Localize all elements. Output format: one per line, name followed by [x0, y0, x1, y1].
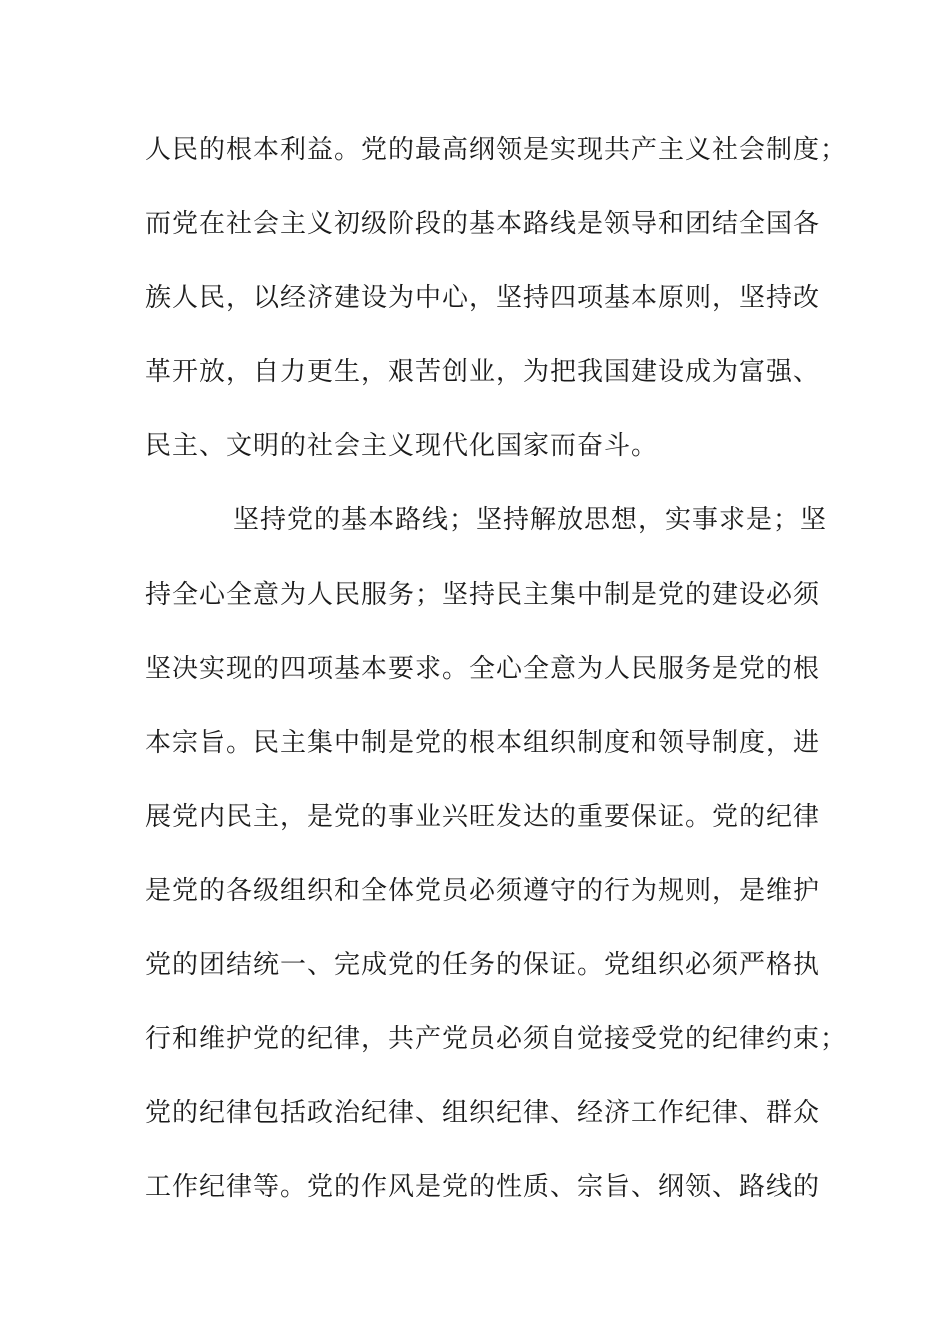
paragraph-first-line: 坚持党的基本路线；坚持解放思想，实事求是；坚 — [233, 505, 828, 536]
text-line: 革开放，自力更生，艰苦创业，为把我国建设成为富强、 — [145, 357, 821, 388]
text-line: 而党在社会主义初级阶段的基本路线是领导和团结全国各 — [145, 209, 821, 240]
text-line: 民主、文明的社会主义现代化国家而奋斗。 — [145, 431, 659, 462]
text-line: 坚决实现的四项基本要求。全心全意为人民服务是党的根 — [145, 653, 821, 684]
text-line: 党的纪律包括政治纪律、组织纪律、经济工作纪律、群众 — [145, 1098, 821, 1129]
text-line: 族人民，以经济建设为中心，坚持四项基本原则，坚持改 — [145, 283, 821, 314]
text-line: 展党内民主，是党的事业兴旺发达的重要保证。党的纪律 — [145, 801, 821, 832]
text-line: 本宗旨。民主集中制是党的根本组织制度和领导制度，进 — [145, 727, 821, 758]
body-text — [145, 128, 848, 1239]
text-line: 持全心全意为人民服务；坚持民主集中制是党的建设必须 — [145, 579, 821, 610]
text-line: 工作纪律等。党的作风是党的性质、宗旨、纲领、路线的 — [145, 1172, 821, 1203]
text-line: 行和维护党的纪律，共产党员必须自觉接受党的纪律约束； — [145, 1024, 848, 1055]
text-line: 人民的根本利益。党的最高纲领是实现共产主义社会制度； — [145, 135, 848, 165]
text-line: 党的团结统一、完成党的任务的保证。党组织必须严格执 — [145, 950, 821, 981]
text-line: 是党的各级组织和全体党员必须遵守的行为规则，是维护 — [145, 875, 821, 906]
